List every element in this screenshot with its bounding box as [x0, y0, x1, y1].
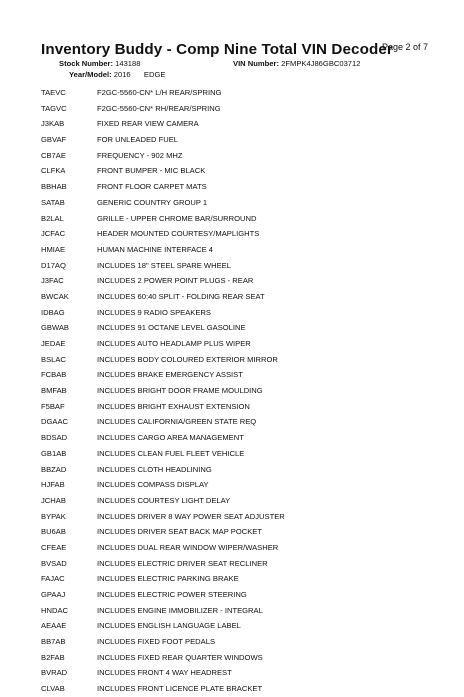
option-code: BVSAD — [41, 558, 67, 568]
option-description: INCLUDES 91 OCTANE LEVEL GASOLINE — [97, 323, 246, 333]
option-code: TAEVC — [41, 88, 66, 97]
stock-number-value: 143188 — [115, 59, 141, 68]
option-code: GPAAJ — [41, 590, 66, 599]
option-code: B2LAL — [41, 213, 64, 223]
option-code: BDSAD — [41, 433, 68, 443]
option-description: GENERIC COUNTRY GROUP 1 — [97, 197, 208, 207]
option-description: INCLUDES COURTESY LIGHT DELAY — [97, 495, 231, 505]
option-description: INCLUDES 2 POWER POINT PLUGS - REAR — [97, 276, 254, 286]
option-code: GBWAB — [41, 323, 69, 333]
option-code: CB7AE — [41, 150, 66, 160]
option-code: HNDAC — [41, 605, 69, 615]
option-description: INCLUDES FIXED FOOT PEDALS — [97, 637, 216, 647]
stock-number-row — [59, 59, 140, 68]
option-description: INCLUDES COMPASS DISPLAY — [97, 480, 209, 490]
option-description: INCLUDES 18" STEEL SPARE WHEEL — [97, 260, 231, 270]
option-description: INCLUDES CLOTH HEADLINING — [97, 464, 212, 474]
option-description: GRILLE - UPPER CHROME BAR/SURROUND — [97, 213, 257, 223]
option-description: INCLUDES ENGINE IMMOBILIZER - INTEGRAL — [97, 605, 263, 615]
option-code: J3KAB — [41, 119, 65, 129]
option-description: INCLUDES BRIGHT DOOR FRAME MOULDING — [97, 386, 263, 396]
page-number: Page 2 of 7 — [382, 42, 429, 52]
option-code: BBHAB — [41, 182, 67, 192]
option-description: INCLUDES CARGO AREA MANAGEMENT — [97, 433, 244, 443]
option-description: INCLUDES BRAKE EMERGENCY ASSIST — [97, 370, 243, 380]
option-code: CFEAE — [41, 542, 67, 552]
option-description: INCLUDES FRONT LICENCE PLATE BRACKET — [97, 684, 263, 694]
year-model-row — [69, 70, 165, 79]
option-code: D17AQ — [41, 260, 66, 270]
option-code: TAGVC — [41, 103, 67, 113]
vin-number-row — [233, 59, 360, 68]
vin-number-value: 2FMPK4J86GBC03712 — [281, 59, 361, 68]
option-description: FOR UNLEADED FUEL — [97, 135, 179, 145]
option-code: BB7AB — [41, 637, 66, 647]
option-code: GB1AB — [41, 448, 67, 458]
option-description: INCLUDES ELECTRIC DRIVER SEAT RECLINER — [97, 558, 268, 568]
option-code: JCHAB — [41, 495, 66, 505]
option-description: INCLUDES BRIGHT EXHAUST EXTENSION — [97, 401, 250, 411]
option-description: INCLUDES DUAL REAR WINDOW WIPER/WASHER — [97, 542, 279, 552]
option-code: BVRAD — [41, 668, 68, 678]
option-code: F5BAF — [41, 401, 65, 411]
option-description: FIXED REAR VIEW CAMERA — [97, 119, 199, 129]
option-code: JCFAC — [41, 229, 66, 239]
option-code: J3FAC — [41, 276, 64, 286]
option-description: F2GC-5560-CN* RH/REAR/SPRING — [97, 103, 221, 113]
option-description: INCLUDES ELECTRIC POWER STEERING — [97, 590, 247, 599]
option-code: BMFAB — [41, 386, 67, 396]
year-value: 2016 — [113, 70, 131, 79]
option-code: GBVAF — [41, 135, 67, 145]
option-description: INCLUDES 9 RADIO SPEAKERS — [97, 307, 211, 317]
option-code: BWCAK — [41, 291, 69, 301]
option-code: HMIAE — [41, 244, 66, 254]
option-description: F2GC-5560-CN* L/H REAR/SPRING — [97, 88, 222, 97]
option-description: FRONT FLOOR CARPET MATS — [97, 182, 207, 192]
stock-number-label: Stock Number: — [59, 59, 114, 68]
option-description: INCLUDES ENGLISH LANGUAGE LABEL — [97, 621, 241, 631]
page-title: Inventory Buddy - Comp Nine Total VIN Decoder — [41, 41, 393, 58]
option-code: BYPAK — [41, 511, 66, 521]
vin-number-label: VIN Number: — [233, 59, 279, 68]
option-code: BU6AB — [41, 527, 66, 537]
option-description: INCLUDES FRONT 4 WAY HEADREST — [97, 668, 232, 678]
option-code: BBZAD — [41, 464, 67, 474]
option-code: IDBAG — [41, 307, 65, 317]
option-description: INCLUDES CLEAN FUEL FLEET VEHICLE — [97, 448, 245, 458]
option-code: DGAAC — [41, 417, 69, 427]
option-description: FRONT BUMPER - MIC BLACK — [97, 166, 206, 176]
option-description: INCLUDES BODY COLOURED EXTERIOR MIRROR — [97, 354, 278, 364]
option-code: HJFAB — [41, 480, 65, 490]
option-code: SATAB — [41, 197, 65, 207]
option-description: INCLUDES ELECTRIC PARKING BRAKE — [97, 574, 239, 584]
option-description: INCLUDES 60:40 SPLIT - FOLDING REAR SEAT — [97, 291, 265, 301]
option-code: CLVAB — [41, 684, 65, 694]
option-description: HUMAN MACHINE INTERFACE 4 — [97, 244, 214, 254]
option-description: INCLUDES FIXED REAR QUARTER WINDOWS — [97, 652, 263, 662]
option-code: B2FAB — [41, 652, 65, 662]
option-description: HEADER MOUNTED COURTESY/MAPLIGHTS — [97, 229, 260, 239]
option-description: INCLUDES DRIVER 8 WAY POWER SEAT ADJUSTER — [97, 511, 285, 521]
option-code: FCBAB — [41, 370, 67, 380]
option-code: BSLAC — [41, 354, 66, 364]
option-code: FAJAC — [41, 574, 65, 584]
option-description: INCLUDES AUTO HEADLAMP PLUS WIPER — [97, 339, 251, 348]
model-value: EDGE — [143, 70, 166, 79]
option-code: JEDAE — [41, 339, 66, 348]
option-code: CLFKA — [41, 166, 66, 176]
option-description: INCLUDES CALIFORNIA/GREEN STATE REQ — [97, 417, 257, 427]
option-description: FREQUENCY - 902 MHZ — [97, 150, 183, 160]
year-model-label: Year/Model: — [69, 70, 112, 79]
option-code: AEAAE — [41, 621, 67, 631]
option-description: INCLUDES DRIVER SEAT BACK MAP POCKET — [97, 527, 262, 537]
